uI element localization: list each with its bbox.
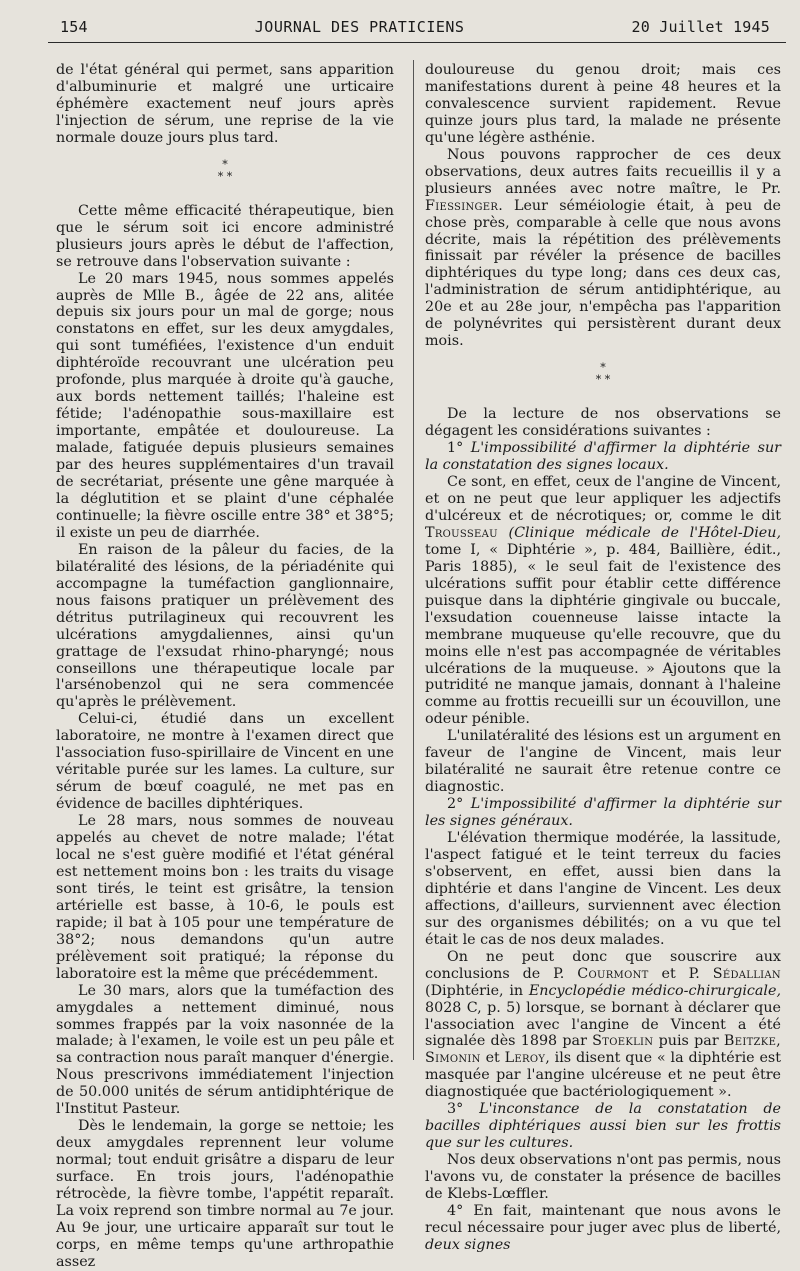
page-number: 154 [60,18,88,36]
issue-date: 20 Juillet 1945 [631,18,770,36]
paragraph: Nos deux observations n'ont pas permis, nous l'avons vu, de constater la présence de bacilles de Klebs-Lœffler. [425,1152,781,1203]
author-name: Fiessinger [425,197,499,214]
paragraph: Ce sont, en effet, ceux de l'angine de Vincent, et on ne peut que leur appliquer les adjectifs d'ulcéreux et de nécrotiques; or, comme le dit Trousseau (Clinique médicale de l'Hôtel-Dieu, tome I, « Diphtérie », p. 484, Baillière, édit., Paris 1885), « le seul fait de l'existence des ulcérations suffit pour établir cette différence puisque dans la diphtérie gingivale ou buccale, l'exsudation couenneuse laisse intacte la membrane muqueuse qu'elle recouvre, que du moins elle n'est pas accompagnée de véritables ulcérations de la muqueuse. » Ajoutons que la putridité ne manque jamais, donnant à l'haleine comme au frottis recueilli sur un écouvillon, une odeur pénible. [425,474,781,728]
journal-title: JOURNAL DES PRATICIENS [254,18,465,36]
paragraph: douloureuse du genou droit; mais ces manifestations durent à peine 48 heures et la convalescence survient rapidement. Revue quinze jours plus tard, la malade ne présente qu'une légère asthénie. [425,62,781,146]
numbered-heading: 1° L'impossibilité d'affirmer la diphtérie sur la constatation des signes locaux. [425,440,781,474]
paragraph: Dès le lendemain, la gorge se nettoie; les deux amygdales reprennent leur volume normal; tout enduit grisâtre a disparu de leur surface. En trois jours, l'adénopathie rétrocède, la fièvre tombe, l'appétit reparaît. La voix reprend son timbre normal au 7e jour. Au 9e jour, une urticaire apparaît sur tout le corps, en même temps qu'une arthropathie assez [56,1118,394,1270]
paragraph: L'unilatéralité des lésions est un argument en faveur de l'angine de Vincent, mais leur bilatéralité ne saurait être retenue contre ce diagnostic. [425,728,781,796]
numbered-heading: 3° L'inconstance de la constatation de bacilles diphtériques aussi bien sur les frottis que sur les cultures. [425,1101,781,1152]
paragraph: Le 30 mars, alors que la tuméfaction des amygdales a nettement diminué, nous sommes frappés par la voix nasonnée de la malade; à l'examen, le voile est un peu pâle et sa contraction nous paraît manquer d'énergie. Nous prescrivons immédiatement l'injection de 50.000 unités de sérum antidiphtérique de l'Institut Pasteur. [56,982,394,1118]
right-column [425,62,781,1254]
section-separator-stars: * * * [217,157,233,183]
paragraph: Cette même efficacité thérapeutique, bien que le sérum soit ici encore administré plusieurs jours après le début de l'affection, se retrouve dans l'observation suivante : [56,202,394,270]
paragraph: L'élévation thermique modérée, la lassitude, l'aspect fatigué et le teint terreux du facies s'observent, en effet, aussi bien dans la diphtérie et dans l'angine de Vincent. Les deux affections, d'ailleurs, surviennent avec élection sur des organismes débilités; on a vu que tel était le cas de nos deux malades. [425,830,781,948]
paragraph: Le 20 mars 1945, nous sommes appelés auprès de Mlle B., âgée de 22 ans, alitée depuis six jours pour un mal de gorge; nous constatons en effet, sur les deux amygdales, qui sont tuméfiées, l'existence d'un enduit diphtéroïde recouvrant une ulcération peu profonde, plus marquée à droite qu'à gauche, aux bords nettement taillés; l'haleine est fétide; l'adénopathie sous-maxillaire est importante, empâtée et douloureuse. La malade, fatiguée depuis plusieurs semaines par des heures supplémentaires d'un travail de secrétariat, présente une gêne marquée à la déglutition et se plaint d'une céphalée continuelle; la fièvre oscille entre 38° et 38°5; il existe un peu de diarrhée. [56,270,394,541]
paragraph: Nous pouvons rapprocher de ces deux observations, deux autres faits recueillis il y a plusieurs années avec notre maître, le Pr. Fiessinger. Leur séméiologie était, à peu de chose près, comparable à celle que nous avons décrite, mais la répétition des prélèvements finissait par révéler la présence de bacilles diphtériques du type long; dans ces deux cas, l'administration de sérum antidiphtérique, au 20e et au 28e jour, n'empêcha pas l'apparition de polynévrites qui persistèrent durant deux mois. [425,146,781,350]
left-column [56,62,394,1271]
paragraph: En raison de la pâleur du facies, de la bilatéralité des lésions, de la périadénite qui accompagne la tuméfaction ganglionnaire, nous faisons pratiquer un prélèvement des détritus putrilagineux qui recouvrent les ulcérations amygdaliennes, ainsi qu'un grattage de l'exsudat rhino-pharyngé; nous conseillons une thérapeutique locale par l'arsénobenzol qui ne sera commencée qu'après le prélèvement. [56,541,394,711]
paragraph: 4° En fait, maintenant que nous avons le recul nécessaire pour juger avec plus de liberté, deux signes [425,1203,781,1253]
numbered-heading: 2° L'impossibilité d'affirmer la diphtérie sur les signes généraux. [425,796,781,830]
paragraph: De la lecture de nos observations se dégagent les considérations suivantes : [425,406,781,440]
page-header [60,14,770,40]
paragraph: On ne peut donc que souscrire aux conclusions de P. Courmont et P. Sédallian (Diphtérie, in Encyclopédie médico-chirurgicale, 8028 C, p. 5) lorsque, se bornant à déclarer que l'association avec l'angine de Vincent a été signalée dès 1898 par Stoeklin puis par Beitzke, Simonin et Leroy, ils disent que « la diphtérie est masquée par l'angine ulcéreuse et ne peut être diagnostiquée que bactériologiquement ». [425,948,782,1101]
header-rule [48,42,786,43]
paragraph: Le 28 mars, nous sommes de nouveau appelés au chevet de notre malade; l'état local ne s'est guère modifié et l'état général est nettement moins bon : les traits du visage sont tirés, le teint est grisâtre, la tension artérielle est basse, à 10-6, le pouls est rapide; il bat à 105 pour une température de 38°2; nous demandons qu'un autre prélèvement soit pratiqué; la réponse du laboratoire est la même que précédemment. [56,813,394,982]
column-divider [413,60,414,1060]
author-name: Trousseau [425,524,498,541]
paragraph: de l'état général qui permet, sans apparition d'albuminurie et malgré une urticaire éphémère exactement neuf jours après l'injection de sérum, une reprise de la vie normale douze jours plus tard. [56,62,394,146]
section-separator-stars: * * * [595,361,611,387]
paragraph: Celui-ci, étudié dans un excellent laboratoire, ne montre à l'examen direct que l'association fuso-spirillaire de Vincent en une véritable purée sur les lames. La culture, sur sérum de bœuf coagulé, ne met pas en évidence de bacilles diphtériques. [56,711,394,813]
